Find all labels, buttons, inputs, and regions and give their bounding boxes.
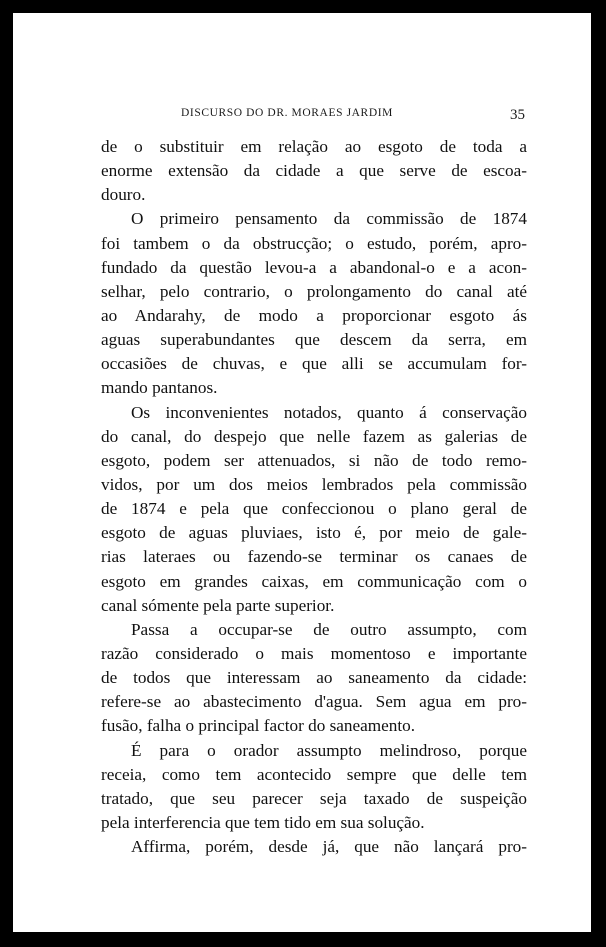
text-line: refere-se ao abastecimento d'agua. Sem agua em pro- <box>101 692 527 712</box>
text-line: douro. <box>101 185 146 205</box>
text-line: razão considerado o mais momentoso e importante <box>101 643 527 663</box>
text-line: Os inconvenientes notados, quanto á conservação <box>131 402 527 422</box>
text-line: Passa a occupar-se de outro assumpto, com <box>131 619 527 639</box>
text-line: de o substituir em relação ao esgoto de toda a <box>101 137 527 156</box>
text-line: do canal, do despejo que nelle fazem as galerias de <box>101 426 527 446</box>
text-line: mando pantanos. <box>101 378 218 398</box>
text-line: esgoto, podem ser attenuados, si não de todo remo- <box>101 450 527 470</box>
running-title: DISCURSO DO DR. MORAES JARDIM <box>181 107 393 119</box>
text-line: de 1874 e pela que confeccionou o plano geral de <box>101 499 527 519</box>
paragraph <box>101 739 527 836</box>
page-number: 35 <box>510 107 525 123</box>
book-page <box>13 13 591 932</box>
body-text <box>101 135 527 859</box>
text-line: foi tambem o da obstrucção; o estudo, porém, apro- <box>101 233 527 253</box>
paragraph <box>101 618 527 739</box>
paragraph <box>101 207 527 400</box>
text-line: esgoto em grandes caixas, em communicação com o <box>101 571 527 591</box>
text-line: de todos que interessam ao saneamento da cidade: <box>101 668 527 688</box>
paragraph <box>101 135 527 207</box>
text-line: rias lateraes ou fazendo-se terminar os canaes de <box>101 547 527 567</box>
text-line: Affirma, porém, desde já, que não lançará pro- <box>131 837 527 857</box>
page-header <box>13 107 591 127</box>
text-line: vidos, por um dos meios lembrados pela commissão <box>101 474 527 494</box>
text-line: pela interferencia que tem tido em sua solução. <box>101 812 425 832</box>
text-line: selhar, pelo contrario, o prolongamento do canal até <box>101 281 527 301</box>
text-line: tratado, que seu parecer seja taxado de suspeição <box>101 788 527 808</box>
text-line: esgoto de aguas pluviaes, isto é, por meio de gale- <box>101 523 527 543</box>
text-line: fundado da questão levou-a a abandonal-o e a acon- <box>101 257 527 277</box>
text-line: canal sómente pela parte superior. <box>101 595 335 615</box>
text-line: É para o orador assumpto melindroso, porque <box>131 740 527 760</box>
paragraph <box>101 835 527 859</box>
paragraph <box>101 401 527 618</box>
text-line: O primeiro pensamento da commissão de 1874 <box>131 209 527 229</box>
text-line: aguas superabundantes que descem da serra, em <box>101 330 527 350</box>
text-line: occasiões de chuvas, e que alli se accumulam for- <box>101 354 527 374</box>
text-line: fusão, falha o principal factor do saneamento. <box>101 716 416 736</box>
text-line: ao Andarahy, de modo a proporcionar esgoto ás <box>101 305 527 325</box>
text-line: enorme extensão da cidade a que serve de escoa- <box>101 161 527 181</box>
text-line: receia, como tem acontecido sempre que delle tem <box>101 764 527 784</box>
